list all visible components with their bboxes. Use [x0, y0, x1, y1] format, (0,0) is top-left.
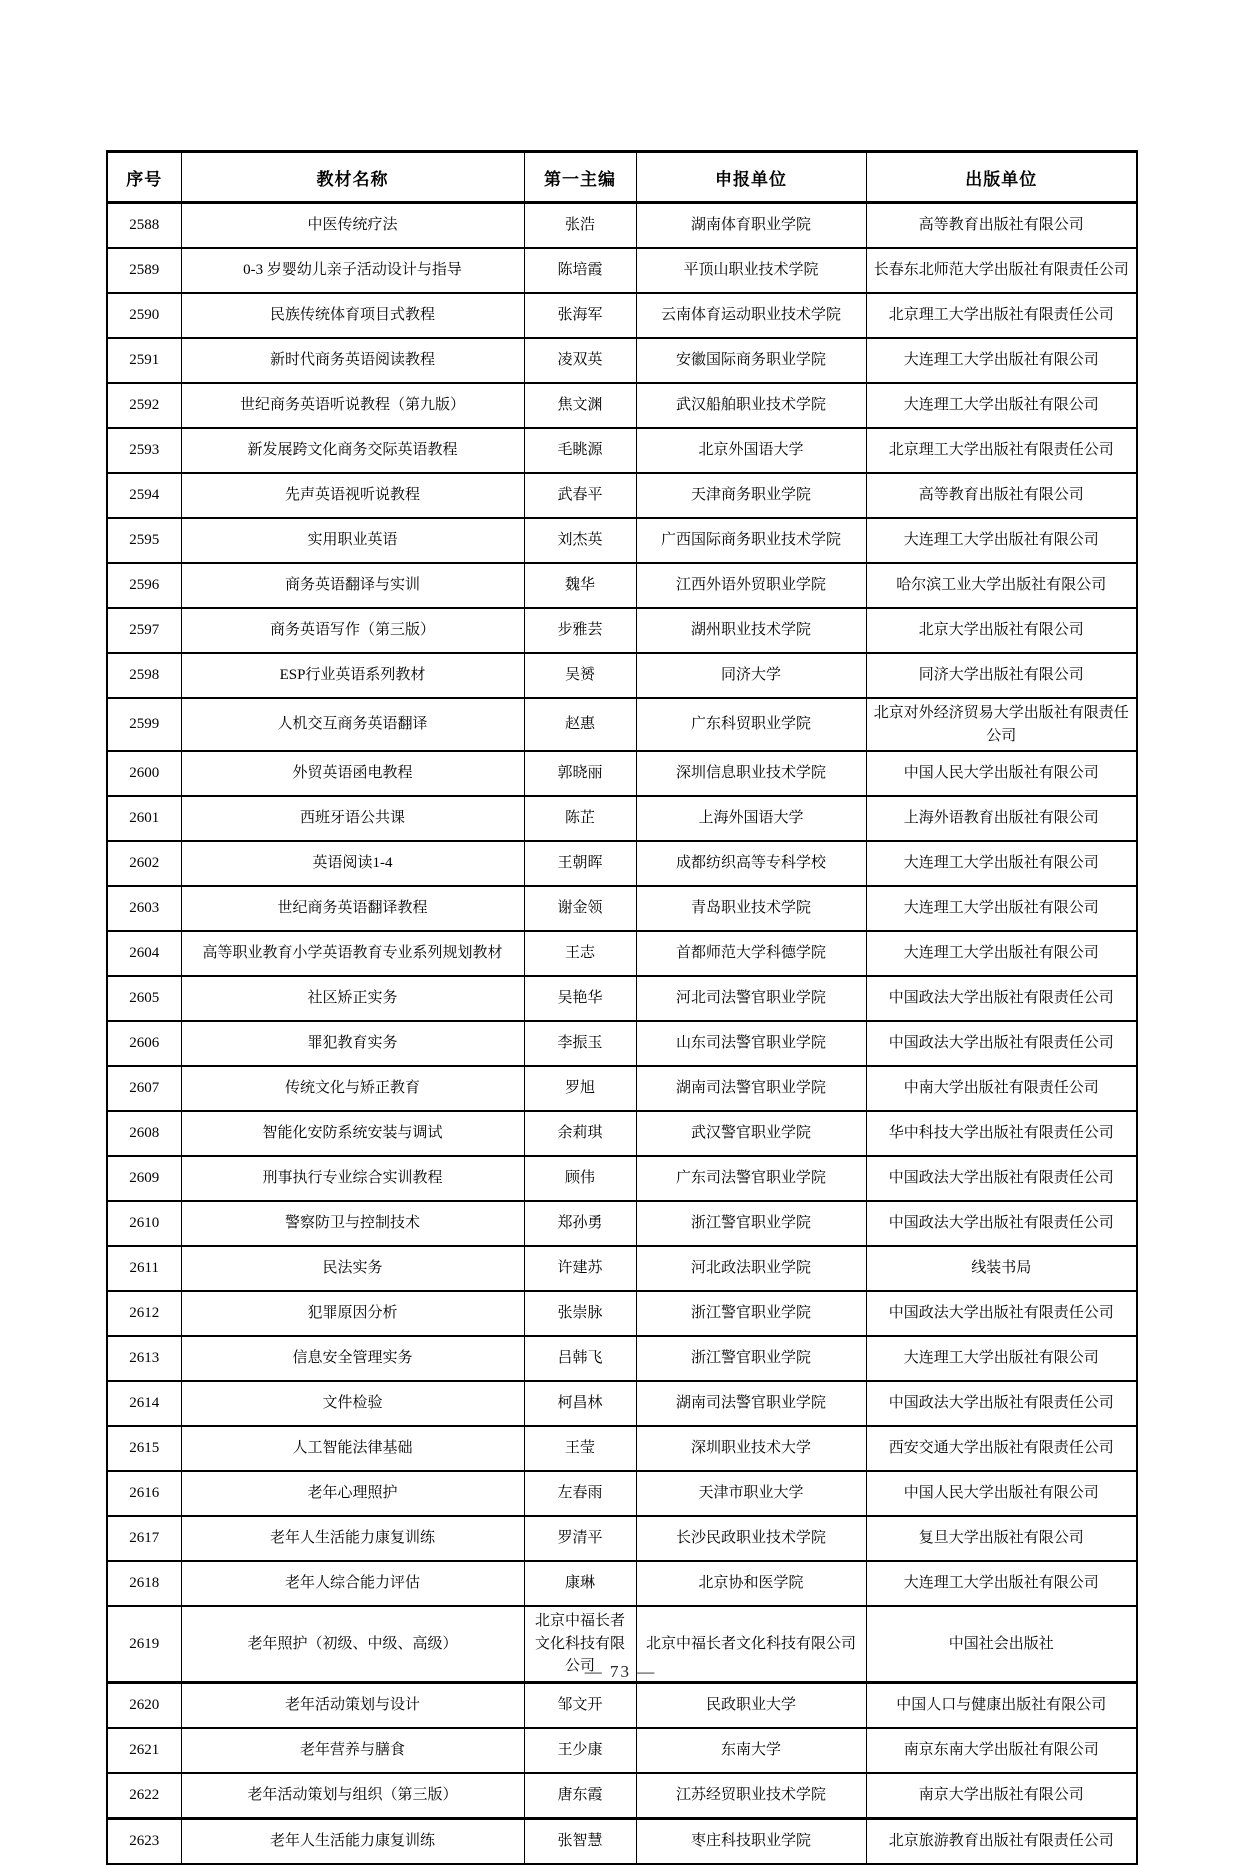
- cell-editor: 康琳: [524, 1561, 636, 1606]
- table-row: [107, 796, 1137, 841]
- cell-serial: 2621: [107, 1728, 181, 1773]
- cell-publisher: 中国政法大学出版社有限责任公司: [866, 1156, 1137, 1201]
- column-header-serial: 序号: [107, 152, 181, 203]
- table-row: [107, 248, 1137, 293]
- cell-serial: 2620: [107, 1682, 181, 1728]
- cell-serial: 2598: [107, 653, 181, 698]
- cell-publisher: 北京理工大学出版社有限责任公司: [866, 293, 1137, 338]
- cell-serial: 2622: [107, 1773, 181, 1819]
- column-header-applicant: 申报单位: [636, 152, 866, 203]
- cell-title: ESP行业英语系列教材: [181, 653, 524, 698]
- table-row: [107, 338, 1137, 383]
- cell-publisher: 中国社会出版社: [866, 1606, 1137, 1682]
- table-row: [107, 1818, 1137, 1864]
- cell-publisher: 西安交通大学出版社有限责任公司: [866, 1426, 1137, 1471]
- cell-title: 商务英语翻译与实训: [181, 563, 524, 608]
- cell-applicant: 北京外国语大学: [636, 428, 866, 473]
- table-row: [107, 698, 1137, 751]
- cell-applicant: 武汉船舶职业技术学院: [636, 383, 866, 428]
- cell-applicant: 北京协和医学院: [636, 1561, 866, 1606]
- cell-serial: 2603: [107, 886, 181, 931]
- cell-editor: 赵惠: [524, 698, 636, 751]
- cell-title: 智能化安防系统安装与调试: [181, 1111, 524, 1156]
- cell-publisher: 中国政法大学出版社有限责任公司: [866, 1021, 1137, 1066]
- table-row: [107, 383, 1137, 428]
- cell-applicant: 浙江警官职业学院: [636, 1336, 866, 1381]
- cell-publisher: 大连理工大学出版社有限公司: [866, 1336, 1137, 1381]
- cell-publisher: 大连理工大学出版社有限公司: [866, 518, 1137, 563]
- cell-editor: 焦文渊: [524, 383, 636, 428]
- cell-serial: 2613: [107, 1336, 181, 1381]
- table-header: [107, 152, 1137, 203]
- cell-publisher: 大连理工大学出版社有限公司: [866, 383, 1137, 428]
- table-row: [107, 841, 1137, 886]
- table-row: [107, 931, 1137, 976]
- cell-serial: 2600: [107, 751, 181, 796]
- cell-editor: 柯昌林: [524, 1381, 636, 1426]
- column-header-title: 教材名称: [181, 152, 524, 203]
- cell-serial: 2592: [107, 383, 181, 428]
- table-row: [107, 1381, 1137, 1426]
- table-row: [107, 293, 1137, 338]
- cell-serial: 2601: [107, 796, 181, 841]
- cell-serial: 2610: [107, 1201, 181, 1246]
- cell-editor: 武春平: [524, 473, 636, 518]
- cell-editor: 步雅芸: [524, 608, 636, 653]
- cell-editor: 张海军: [524, 293, 636, 338]
- cell-applicant: 首都师范大学科德学院: [636, 931, 866, 976]
- cell-serial: 2612: [107, 1291, 181, 1336]
- cell-title: 传统文化与矫正教育: [181, 1066, 524, 1111]
- cell-title: 世纪商务英语听说教程（第九版）: [181, 383, 524, 428]
- cell-serial: 2590: [107, 293, 181, 338]
- cell-applicant: 上海外国语大学: [636, 796, 866, 841]
- cell-title: 实用职业英语: [181, 518, 524, 563]
- table-row: [107, 1773, 1137, 1819]
- cell-title: 老年照护（初级、中级、高级）: [181, 1606, 524, 1682]
- cell-publisher: 中国政法大学出版社有限责任公司: [866, 976, 1137, 1021]
- cell-title: 老年活动策划与设计: [181, 1682, 524, 1728]
- cell-editor: 邹文开: [524, 1682, 636, 1728]
- table-row: [107, 1021, 1137, 1066]
- cell-publisher: 长春东北师范大学出版社有限责任公司: [866, 248, 1137, 293]
- cell-title: 人工智能法律基础: [181, 1426, 524, 1471]
- cell-editor: 魏华: [524, 563, 636, 608]
- cell-editor: 毛眺源: [524, 428, 636, 473]
- cell-serial: 2604: [107, 931, 181, 976]
- cell-applicant: 广东科贸职业学院: [636, 698, 866, 751]
- cell-applicant: 湖南司法警官职业学院: [636, 1381, 866, 1426]
- cell-serial: 2609: [107, 1156, 181, 1201]
- cell-applicant: 江苏经贸职业技术学院: [636, 1773, 866, 1819]
- table-row: [107, 976, 1137, 1021]
- cell-applicant: 北京中福长者文化科技有限公司: [636, 1606, 866, 1682]
- cell-serial: 2597: [107, 608, 181, 653]
- cell-editor: 陈芷: [524, 796, 636, 841]
- table-row: [107, 1111, 1137, 1156]
- cell-title: 老年营养与膳食: [181, 1728, 524, 1773]
- cell-serial: 2611: [107, 1246, 181, 1291]
- cell-publisher: 大连理工大学出版社有限公司: [866, 338, 1137, 383]
- cell-serial: 2595: [107, 518, 181, 563]
- cell-editor: 谢金领: [524, 886, 636, 931]
- cell-applicant: 同济大学: [636, 653, 866, 698]
- cell-title: 英语阅读1-4: [181, 841, 524, 886]
- cell-serial: 2608: [107, 1111, 181, 1156]
- cell-title: 先声英语视听说教程: [181, 473, 524, 518]
- cell-title: 社区矫正实务: [181, 976, 524, 1021]
- cell-title: 信息安全管理实务: [181, 1336, 524, 1381]
- cell-editor: 余莉琪: [524, 1111, 636, 1156]
- cell-applicant: 湖州职业技术学院: [636, 608, 866, 653]
- cell-title: 罪犯教育实务: [181, 1021, 524, 1066]
- cell-editor: 王志: [524, 931, 636, 976]
- cell-title: 文件检验: [181, 1381, 524, 1426]
- table-row: [107, 563, 1137, 608]
- cell-editor: 罗清平: [524, 1516, 636, 1561]
- cell-publisher: 北京对外经济贸易大学出版社有限责任公司: [866, 698, 1137, 751]
- cell-serial: 2591: [107, 338, 181, 383]
- cell-applicant: 湖南司法警官职业学院: [636, 1066, 866, 1111]
- cell-publisher: 中国政法大学出版社有限责任公司: [866, 1381, 1137, 1426]
- cell-editor: 陈培霞: [524, 248, 636, 293]
- table-row: [107, 1291, 1137, 1336]
- cell-publisher: 中国人口与健康出版社有限公司: [866, 1682, 1137, 1728]
- cell-applicant: 广西国际商务职业技术学院: [636, 518, 866, 563]
- table-row: [107, 1246, 1137, 1291]
- cell-publisher: 北京旅游教育出版社有限责任公司: [866, 1818, 1137, 1864]
- table-header-row: [107, 152, 1137, 203]
- table-row: [107, 1336, 1137, 1381]
- cell-applicant: 青岛职业技术学院: [636, 886, 866, 931]
- cell-serial: 2619: [107, 1606, 181, 1682]
- cell-editor: 吴赟: [524, 653, 636, 698]
- cell-publisher: 哈尔滨工业大学出版社有限公司: [866, 563, 1137, 608]
- cell-editor: 凌双英: [524, 338, 636, 383]
- cell-applicant: 河北政法职业学院: [636, 1246, 866, 1291]
- column-header-publisher: 出版单位: [866, 152, 1137, 203]
- cell-title: 世纪商务英语翻译教程: [181, 886, 524, 931]
- table-row: [107, 518, 1137, 563]
- cell-applicant: 枣庄科技职业学院: [636, 1818, 866, 1864]
- cell-applicant: 成都纺织高等专科学校: [636, 841, 866, 886]
- cell-title: 老年人综合能力评估: [181, 1561, 524, 1606]
- cell-publisher: 北京大学出版社有限公司: [866, 608, 1137, 653]
- cell-serial: 2596: [107, 563, 181, 608]
- cell-serial: 2589: [107, 248, 181, 293]
- cell-applicant: 深圳职业技术大学: [636, 1426, 866, 1471]
- cell-editor: 罗旭: [524, 1066, 636, 1111]
- cell-title: 西班牙语公共课: [181, 796, 524, 841]
- cell-title: 商务英语写作（第三版）: [181, 608, 524, 653]
- cell-serial: 2606: [107, 1021, 181, 1066]
- cell-applicant: 广东司法警官职业学院: [636, 1156, 866, 1201]
- cell-publisher: 华中科技大学出版社有限责任公司: [866, 1111, 1137, 1156]
- cell-publisher: 大连理工大学出版社有限公司: [866, 1561, 1137, 1606]
- cell-editor: 唐东霞: [524, 1773, 636, 1819]
- cell-editor: 王莹: [524, 1426, 636, 1471]
- table-row: [107, 751, 1137, 796]
- cell-publisher: 高等教育出版社有限公司: [866, 203, 1137, 249]
- table-row: [107, 653, 1137, 698]
- table-row: [107, 1156, 1137, 1201]
- cell-serial: 2616: [107, 1471, 181, 1516]
- cell-editor: 郑孙勇: [524, 1201, 636, 1246]
- page-number: — 73 —: [584, 1662, 657, 1681]
- table-row: [107, 1426, 1137, 1471]
- cell-applicant: 长沙民政职业技术学院: [636, 1516, 866, 1561]
- cell-publisher: 中国人民大学出版社有限公司: [866, 751, 1137, 796]
- cell-serial: 2593: [107, 428, 181, 473]
- cell-publisher: 北京理工大学出版社有限责任公司: [866, 428, 1137, 473]
- cell-publisher: 大连理工大学出版社有限公司: [866, 841, 1137, 886]
- table-row: [107, 1728, 1137, 1773]
- cell-editor: 北京中福长者文化科技有限公司: [524, 1606, 636, 1682]
- cell-serial: 2599: [107, 698, 181, 751]
- cell-applicant: 山东司法警官职业学院: [636, 1021, 866, 1066]
- cell-serial: 2602: [107, 841, 181, 886]
- cell-title: 0-3 岁婴幼儿亲子活动设计与指导: [181, 248, 524, 293]
- cell-title: 老年活动策划与组织（第三版）: [181, 1773, 524, 1819]
- cell-title: 中医传统疗法: [181, 203, 524, 249]
- cell-editor: 张崇脉: [524, 1291, 636, 1336]
- cell-title: 老年人生活能力康复训练: [181, 1516, 524, 1561]
- cell-publisher: 复旦大学出版社有限公司: [866, 1516, 1137, 1561]
- cell-publisher: 上海外语教育出版社有限公司: [866, 796, 1137, 841]
- cell-serial: 2615: [107, 1426, 181, 1471]
- cell-applicant: 民政职业大学: [636, 1682, 866, 1728]
- cell-publisher: 南京东南大学出版社有限公司: [866, 1728, 1137, 1773]
- cell-title: 犯罪原因分析: [181, 1291, 524, 1336]
- cell-applicant: 平顶山职业技术学院: [636, 248, 866, 293]
- table-row: [107, 203, 1137, 249]
- table-row: [107, 1561, 1137, 1606]
- cell-editor: 张浩: [524, 203, 636, 249]
- cell-applicant: 云南体育运动职业技术学院: [636, 293, 866, 338]
- cell-publisher: 大连理工大学出版社有限公司: [866, 886, 1137, 931]
- cell-serial: 2614: [107, 1381, 181, 1426]
- cell-applicant: 江西外语外贸职业学院: [636, 563, 866, 608]
- cell-publisher: 南京大学出版社有限公司: [866, 1773, 1137, 1819]
- cell-editor: 李振玉: [524, 1021, 636, 1066]
- table-row: [107, 473, 1137, 518]
- table-row: [107, 1201, 1137, 1246]
- table-row: [107, 428, 1137, 473]
- cell-publisher: 大连理工大学出版社有限公司: [866, 931, 1137, 976]
- cell-serial: 2623: [107, 1818, 181, 1864]
- cell-serial: 2605: [107, 976, 181, 1021]
- cell-applicant: 东南大学: [636, 1728, 866, 1773]
- cell-editor: 王朝晖: [524, 841, 636, 886]
- cell-editor: 刘杰英: [524, 518, 636, 563]
- cell-applicant: 湖南体育职业学院: [636, 203, 866, 249]
- column-header-editor: 第一主编: [524, 152, 636, 203]
- cell-applicant: 天津市职业大学: [636, 1471, 866, 1516]
- table-row: [107, 1471, 1137, 1516]
- cell-title: 外贸英语函电教程: [181, 751, 524, 796]
- cell-publisher: 中南大学出版社有限责任公司: [866, 1066, 1137, 1111]
- cell-applicant: 浙江警官职业学院: [636, 1291, 866, 1336]
- cell-editor: 吴艳华: [524, 976, 636, 1021]
- cell-title: 新发展跨文化商务交际英语教程: [181, 428, 524, 473]
- cell-title: 刑事执行专业综合实训教程: [181, 1156, 524, 1201]
- table-body: [107, 203, 1137, 1864]
- textbook-table: [106, 150, 1138, 1865]
- cell-title: 人机交互商务英语翻译: [181, 698, 524, 751]
- table-row: [107, 886, 1137, 931]
- table-row: [107, 608, 1137, 653]
- cell-editor: 郭晓丽: [524, 751, 636, 796]
- cell-title: 老年人生活能力康复训练: [181, 1818, 524, 1864]
- cell-applicant: 安徽国际商务职业学院: [636, 338, 866, 383]
- cell-editor: 左春雨: [524, 1471, 636, 1516]
- cell-editor: 王少康: [524, 1728, 636, 1773]
- cell-serial: 2588: [107, 203, 181, 249]
- cell-applicant: 天津商务职业学院: [636, 473, 866, 518]
- cell-serial: 2594: [107, 473, 181, 518]
- cell-title: 警察防卫与控制技术: [181, 1201, 524, 1246]
- cell-title: 新时代商务英语阅读教程: [181, 338, 524, 383]
- table-row: [107, 1066, 1137, 1111]
- cell-applicant: 浙江警官职业学院: [636, 1201, 866, 1246]
- cell-editor: 吕韩飞: [524, 1336, 636, 1381]
- cell-title: 高等职业教育小学英语教育专业系列规划教材: [181, 931, 524, 976]
- cell-publisher: 中国政法大学出版社有限责任公司: [866, 1291, 1137, 1336]
- cell-publisher: 中国政法大学出版社有限责任公司: [866, 1201, 1137, 1246]
- cell-title: 民法实务: [181, 1246, 524, 1291]
- cell-title: 老年心理照护: [181, 1471, 524, 1516]
- cell-applicant: 深圳信息职业技术学院: [636, 751, 866, 796]
- cell-editor: 顾伟: [524, 1156, 636, 1201]
- cell-publisher: 同济大学出版社有限公司: [866, 653, 1137, 698]
- cell-editor: 许建苏: [524, 1246, 636, 1291]
- table-row: [107, 1516, 1137, 1561]
- cell-serial: 2618: [107, 1561, 181, 1606]
- table-row: [107, 1682, 1137, 1728]
- cell-serial: 2607: [107, 1066, 181, 1111]
- cell-applicant: 武汉警官职业学院: [636, 1111, 866, 1156]
- cell-publisher: 高等教育出版社有限公司: [866, 473, 1137, 518]
- cell-title: 民族传统体育项目式教程: [181, 293, 524, 338]
- cell-applicant: 河北司法警官职业学院: [636, 976, 866, 1021]
- cell-serial: 2617: [107, 1516, 181, 1561]
- cell-publisher: 中国人民大学出版社有限公司: [866, 1471, 1137, 1516]
- cell-publisher: 线装书局: [866, 1246, 1137, 1291]
- cell-editor: 张智慧: [524, 1818, 636, 1864]
